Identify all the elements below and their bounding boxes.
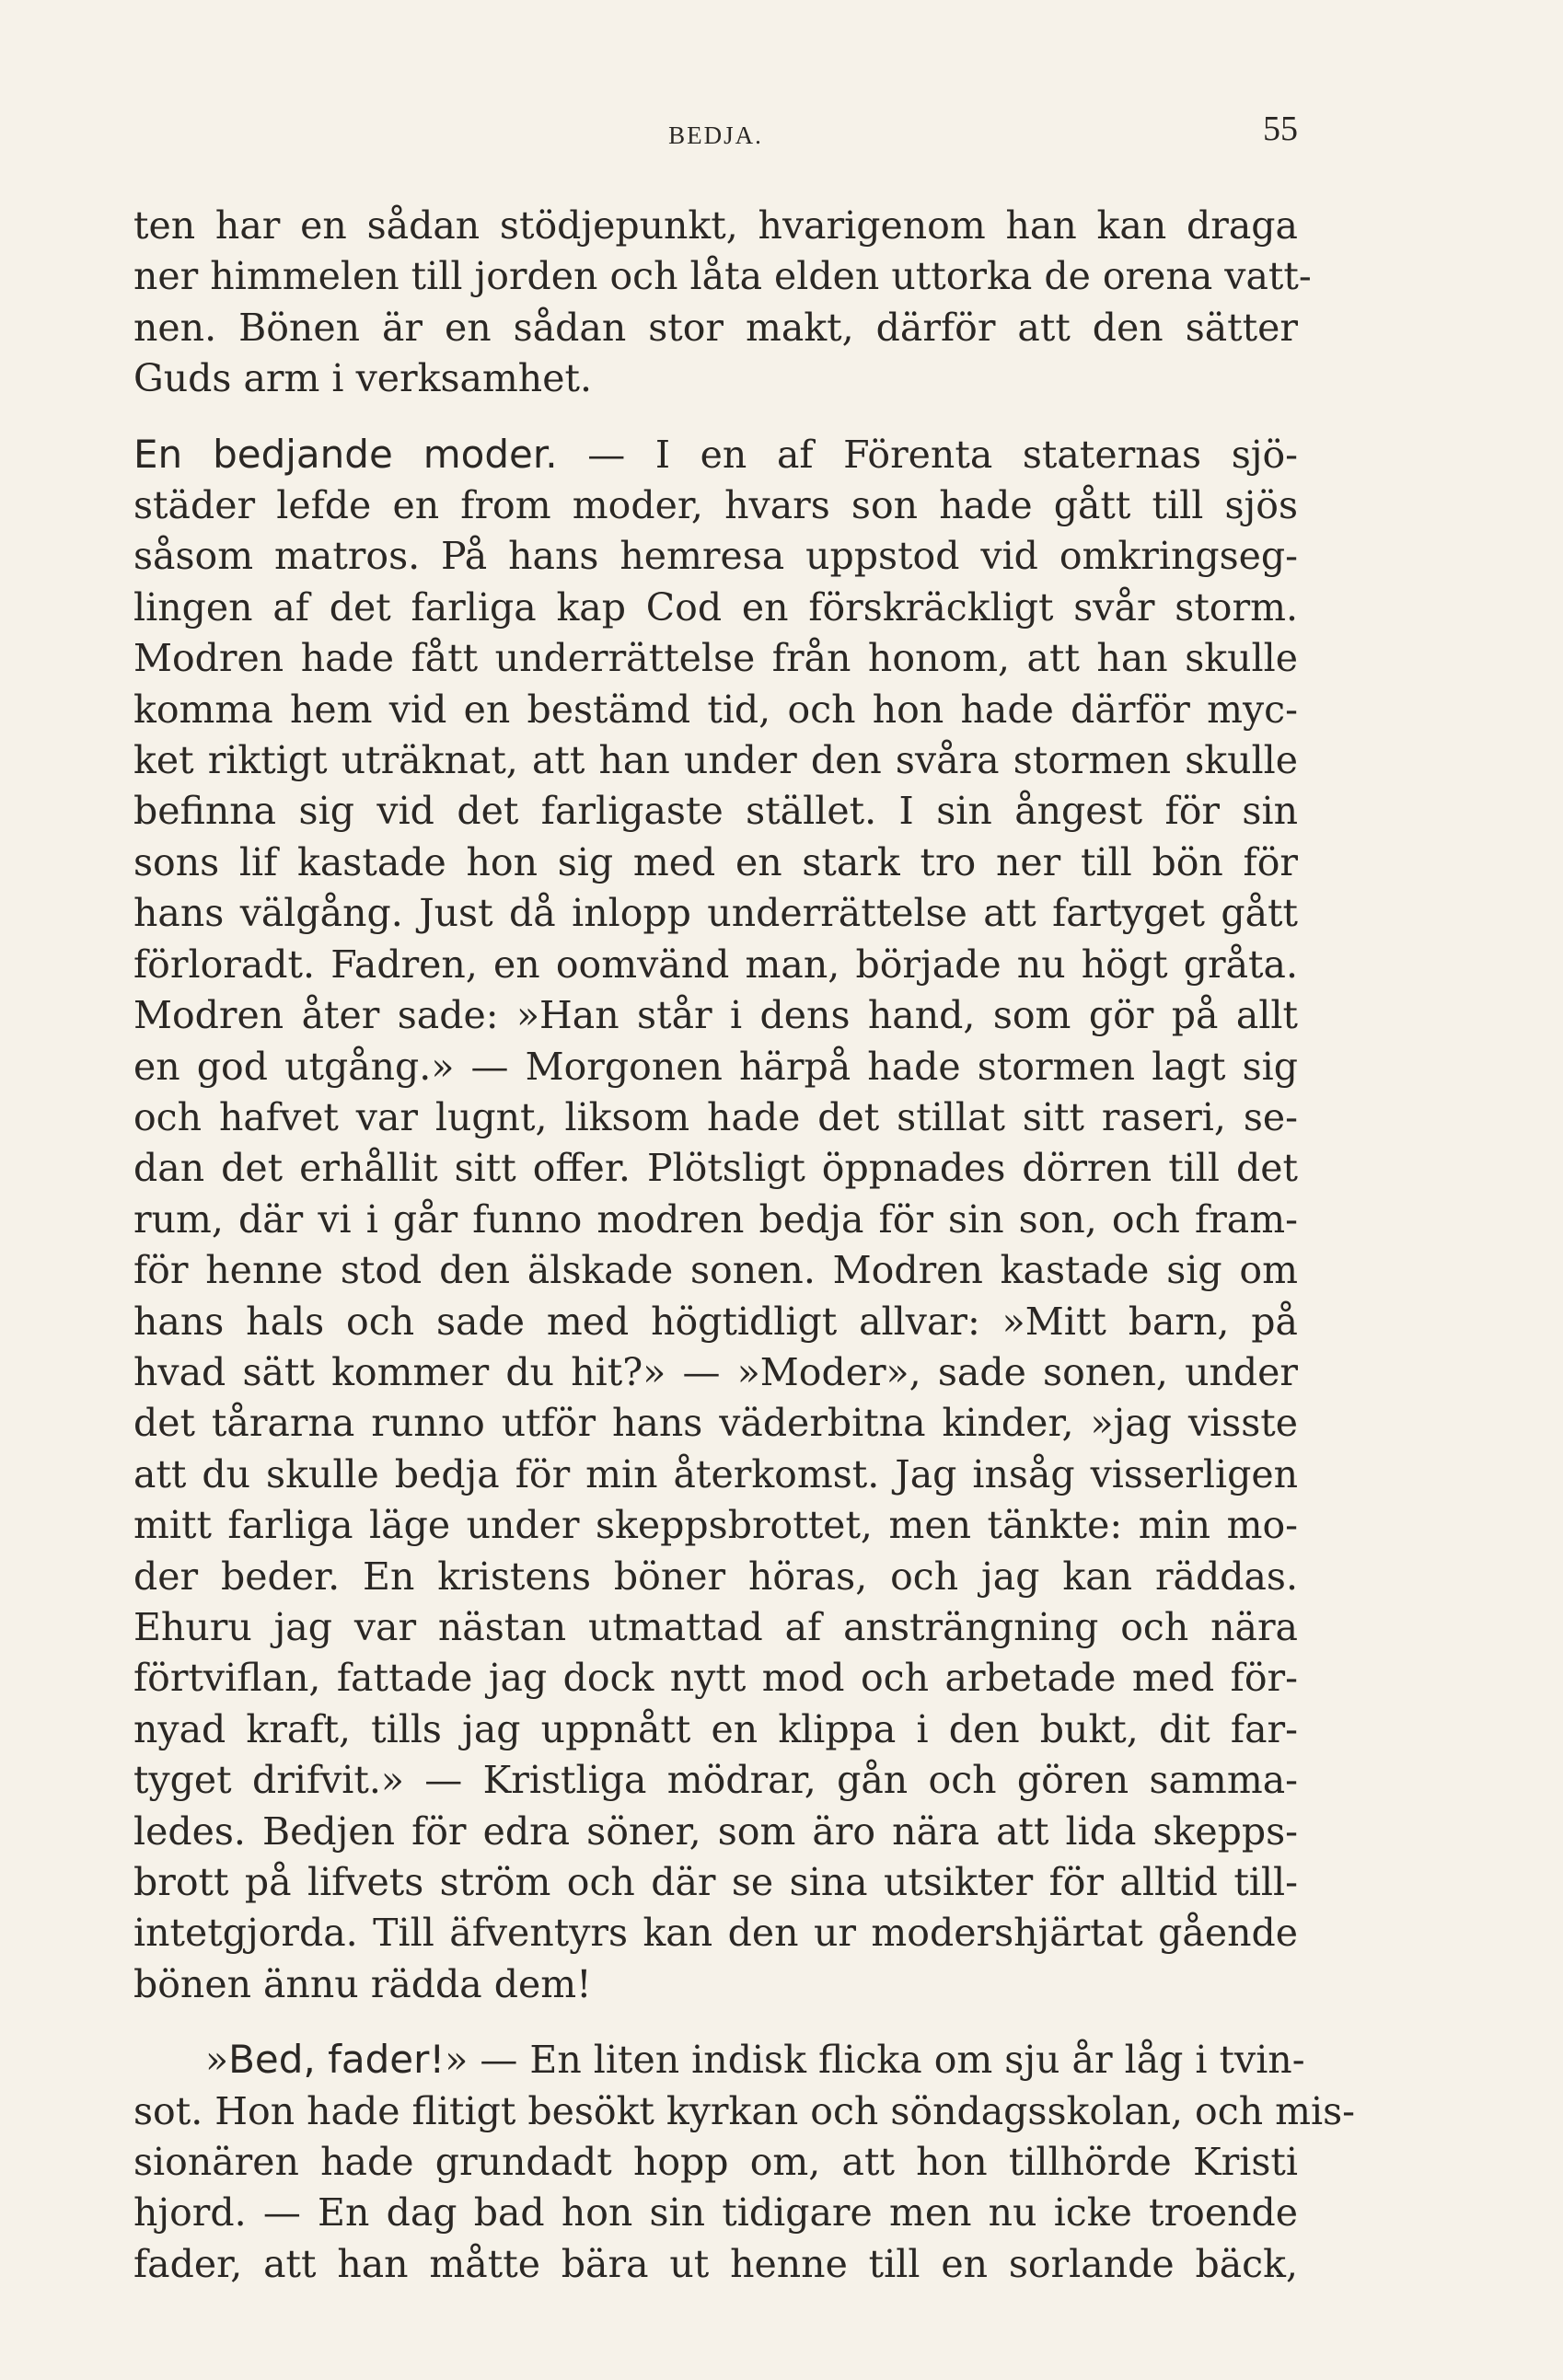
text-line xyxy=(133,2034,1305,2085)
text-line: rum, där vi i går funno modren bedja för sin son, och fram- xyxy=(133,1196,1298,1242)
running-head: BEDJA. xyxy=(668,121,763,149)
text-line: Modren hade fått underrättelse från honom, att han skulle xyxy=(133,636,1298,681)
heading-line-rest: » — En liten indisk flicka om sju år låg i tvin- xyxy=(445,2038,1305,2083)
text-line: fader, att han måtte bära ut henne till en sorlande bäck, xyxy=(133,2241,1298,2286)
text-line: brott på lifvets ström och där se sina utsikter för alltid till- xyxy=(133,1860,1298,1904)
text-line: en god utgång.» — Morgonen härpå hade stormen lagt sig xyxy=(133,1044,1298,1089)
text-line: komma hem vid en bestämd tid, och hon hade därför myc- xyxy=(133,687,1298,732)
page-body xyxy=(133,201,1356,2290)
text-line: tyget drifvit.» — Kristliga mödrar, gån och gören samma- xyxy=(133,1758,1298,1803)
text-line: hans hals och sade med högtidligt allvar: »Mitt barn, på xyxy=(133,1299,1298,1344)
text-line xyxy=(133,429,1298,480)
text-line: sons lif kastade hon sig med en stark tro ner till bön för xyxy=(133,839,1298,884)
section-heading: En bedjande moder. xyxy=(133,431,558,477)
text-line: sot. Hon hade flitigt besökt kyrkan och söndagsskolan, och mis- xyxy=(133,2088,1356,2133)
text-line: det tårarna runno utför hans väderbitna kinder, »jag visste xyxy=(133,1401,1298,1446)
section-heading: Bed, fader! xyxy=(228,2037,446,2083)
text-line: för henne stod den älskade sonen. Modren kastade sig om xyxy=(133,1248,1298,1293)
text-line: förtviflan, fattade jag dock nytt mod och arbetade med för- xyxy=(133,1656,1298,1701)
text-line: befinna sig vid det farligaste stället. I sin ångest för sin xyxy=(133,789,1298,834)
text-line: sionären hade grundadt hopp om, att hon tillhörde Kristi xyxy=(133,2140,1298,2185)
text-line: bönen ännu rädda dem! xyxy=(133,1961,592,2006)
text-line: ten har en sådan stödjepunkt, hvarigenom han kan draga xyxy=(133,203,1298,248)
section-bedjande-moder xyxy=(133,429,1298,2011)
text-line: förloradt. Fadren, en oomvänd man, började nu högt gråta. xyxy=(133,942,1298,987)
text-line: der beder. En kristens böner höras, och jag kan räddas. xyxy=(133,1554,1298,1599)
heading-line-rest: — I en af Förenta staternas sjö- xyxy=(557,432,1298,477)
text-line: att du skulle bedja för min återkomst. Jag insåg visserligen xyxy=(133,1451,1298,1496)
text-line: såsom matros. På hans hemresa uppstod vid omkringseg- xyxy=(133,534,1298,579)
section2-lines xyxy=(133,2086,1356,2291)
intro-paragraph xyxy=(133,201,1312,405)
text-line: Modren åter sade: »Han står i dens hand, som gör på allt xyxy=(133,993,1298,1038)
text-line: hvad sätt kommer du hit?» — »Moder», sade sonen, under xyxy=(133,1349,1298,1394)
text-line: och hafvet var lugnt, liksom hade det stillat sitt raseri, se- xyxy=(133,1094,1298,1139)
text-line: nyad kraft, tills jag uppnått en klippa i den bukt, dit far- xyxy=(133,1706,1298,1751)
page-header xyxy=(133,109,1298,164)
text-line: Ehuru jag var nästan utmattad af ansträngning och nära xyxy=(133,1604,1298,1649)
text-line: ner himmelen till jorden och låta elden uttorka de orena vatt- xyxy=(133,254,1312,299)
text-line: hjord. — En dag bad hon sin tidigare men nu icke troende xyxy=(133,2190,1298,2236)
text-line: lingen af det farliga kap Cod en förskräckligt svår storm. xyxy=(133,584,1298,630)
text-line: ket riktigt uträknat, att han under den svåra stormen skulle xyxy=(133,738,1298,783)
section-bed-fader xyxy=(133,2034,1356,2290)
text-line: ledes. Bedjen för edra söner, som äro nära att lida skepps- xyxy=(133,1808,1298,1854)
text-line: intetgjorda. Till äfventyrs kan den ur modershjärtat gående xyxy=(133,1911,1298,1956)
text-line: nen. Bönen är en sådan stor makt, därför att den sätter xyxy=(133,305,1298,350)
text-line: mitt farliga läge under skeppsbrottet, men tänkte: min mo- xyxy=(133,1503,1298,1548)
text-line: dan det erhållit sitt offer. Plötsligt öppnades dörren till det xyxy=(133,1146,1298,1191)
open-quote: » xyxy=(205,2038,229,2083)
section1-lines xyxy=(133,480,1298,2010)
text-line: Guds arm i verksamhet. xyxy=(133,356,592,401)
text-line: hans välgång. Just då inlopp underrättelse att fartyget gått xyxy=(133,891,1298,936)
text-line: städer lefde en from moder, hvars son hade gått till sjös xyxy=(133,483,1298,528)
page-number: 55 xyxy=(1263,110,1298,148)
